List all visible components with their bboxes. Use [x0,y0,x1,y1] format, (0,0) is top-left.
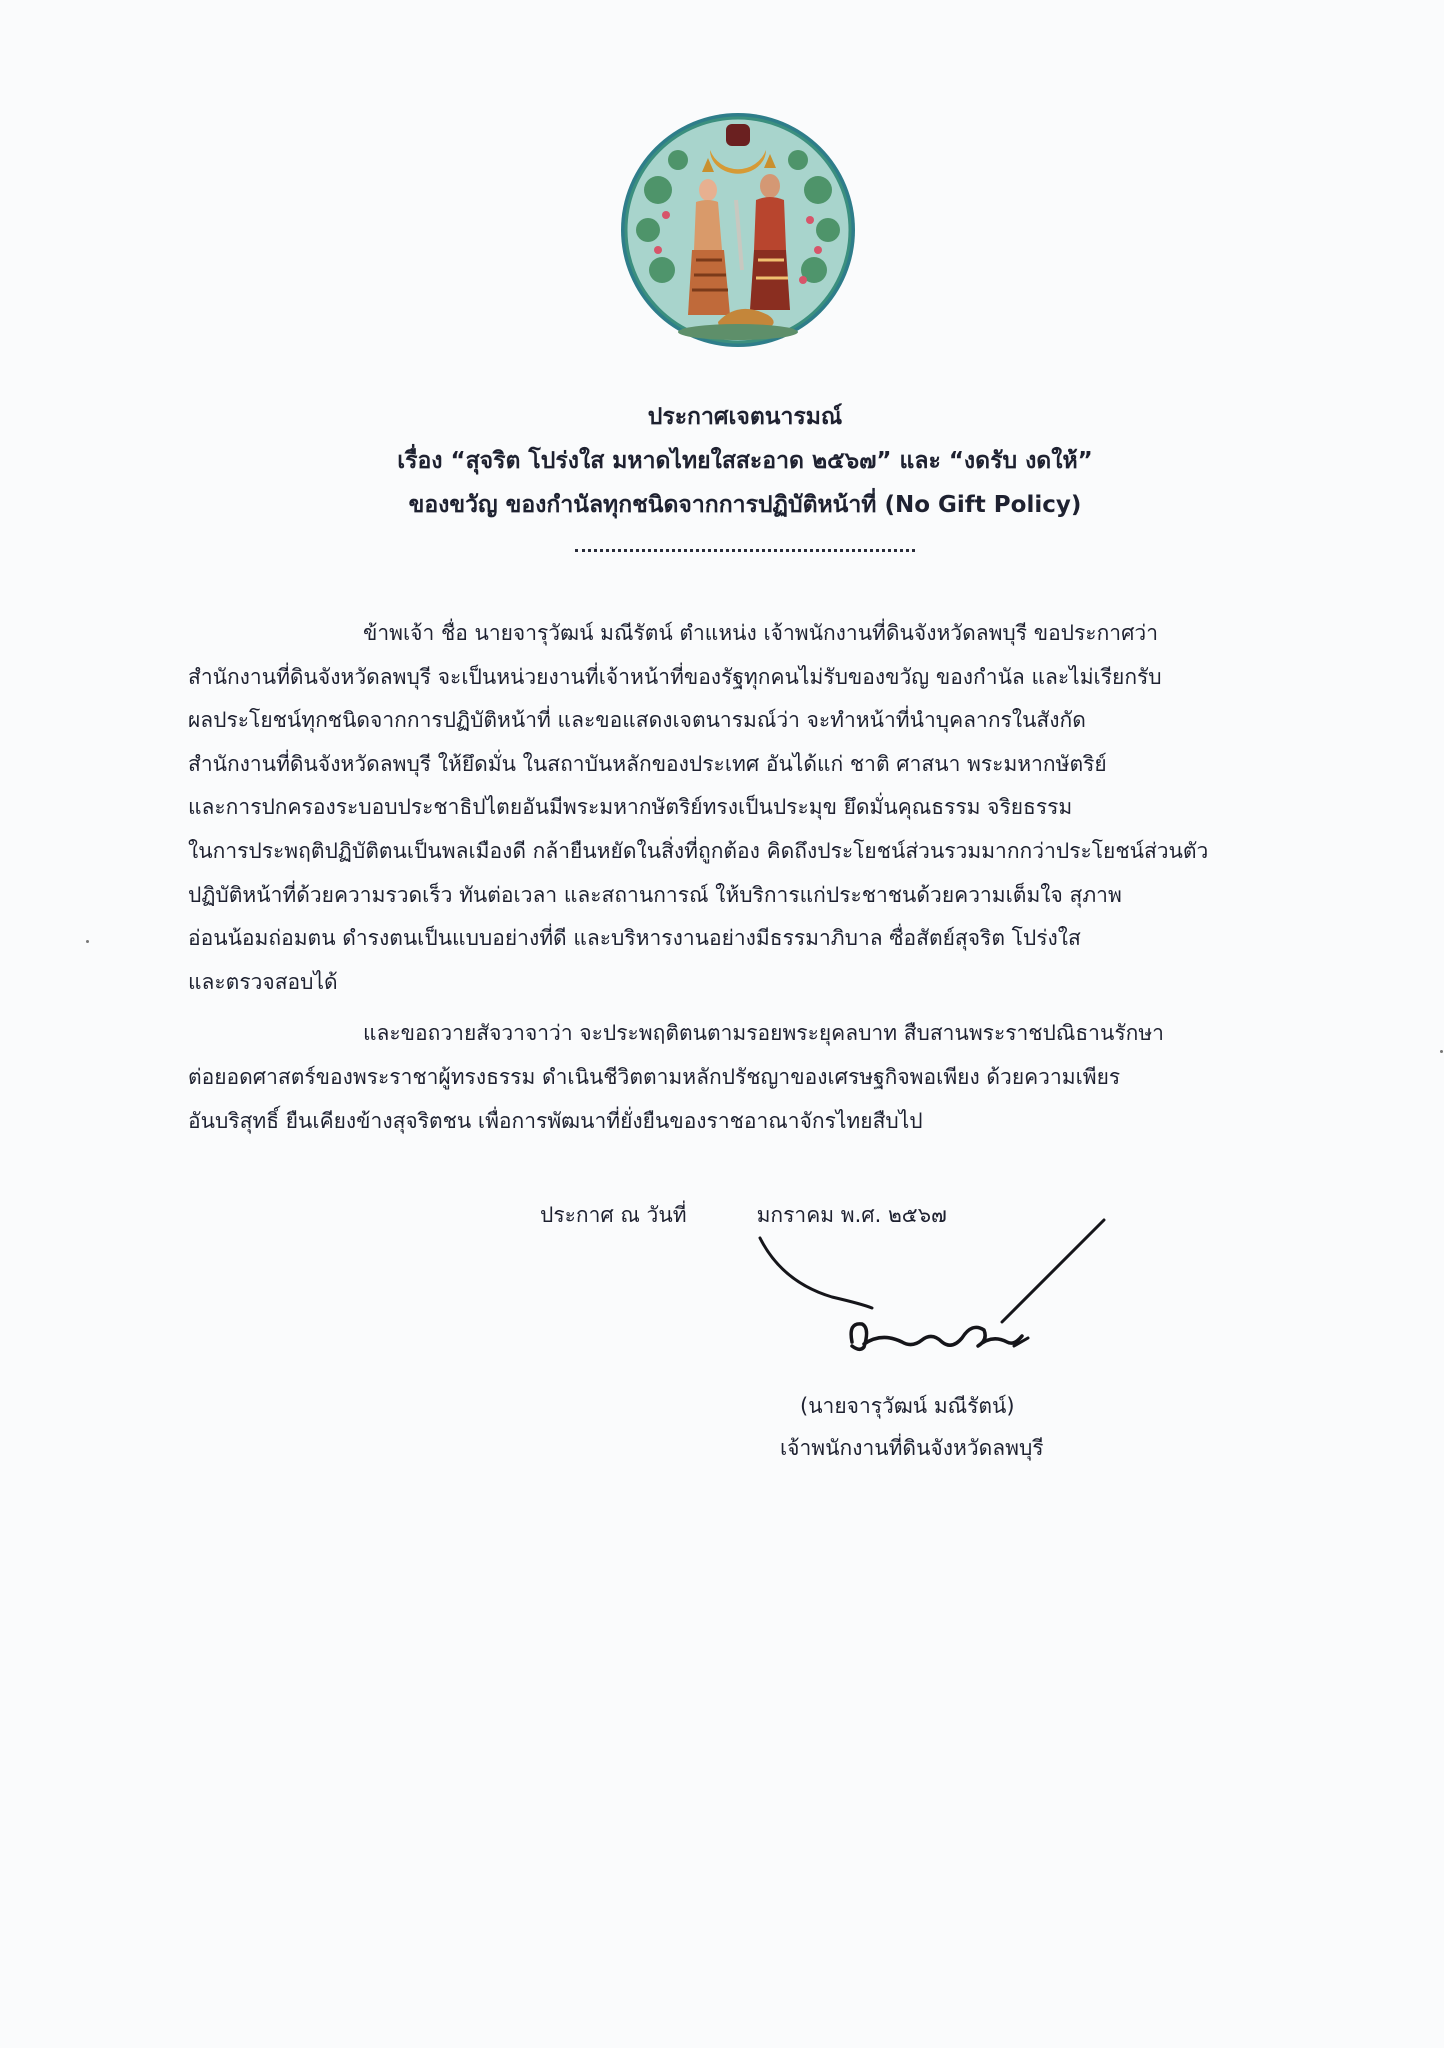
scan-speck [1440,1050,1443,1053]
text-line: ข้าพเจ้า ชื่อ นายจารุวัฒน์ มณีรัตน์ ตำแหน่ง เจ้าพนักงานที่ดินจังหวัดลพบุรี ขอประกาศว่า [363,621,1158,645]
announcement-body [188,612,1313,1151]
text-line: ในการประพฤติปฏิบัติตนเป็นพลเมืองดี กล้ายืนหยัดในสิ่งที่ถูกต้อง คิดถึงประโยชน์ส่วนรวมมากกว่าประโยชน์ส่วนตัว [188,838,1209,863]
text-line: และการปกครองระบอบประชาธิปไตยอันมีพระมหากษัตริย์ทรงเป็นประมุข ยึดมั่นคุณธรรม จริยธรรม [188,795,1073,820]
paragraph-1 [188,612,1313,1004]
announcement-header [180,395,1310,527]
dotted-divider [575,549,915,552]
subject-line-2: ของขวัญ ของกำนัลทุกชนิดจากการปฏิบัติหน้าที่ (No Gift Policy) [408,492,1082,518]
date-month-year: มกราคม พ.ศ. ๒๕๖๗ [756,1203,947,1227]
provincial-seal-icon [618,110,858,350]
subject-line: เรื่อง “สุจริต โปร่งใส มหาดไทยใสสะอาด ๒๕๖๗” และ “งดรับ งดให้” [397,448,1093,474]
page-title: ประกาศเจตนารมณ์ [647,404,843,430]
text-line: และตรวจสอบได้ [188,969,338,994]
text-line: ผลประโยชน์ทุกชนิดจากการปฏิบัติหน้าที่ และขอแสดงเจตนารมณ์ว่า จะทำหน้าที่นำบุคลากรในสังกัด [188,708,1086,733]
paragraph-2 [188,1012,1313,1143]
text-line: อ่อนน้อมถ่อมตน ดำรงตนเป็นแบบอย่างที่ดี และบริหารงานอย่างมีธรรมาภิบาล ซื่อสัตย์สุจริต โปร่งใส [188,926,1081,951]
date-prefix: ประกาศ ณ วันที่ [540,1203,687,1227]
text-line: สำนักงานที่ดินจังหวัดลพบุรี จะเป็นหน่วยงานที่เจ้าหน้าที่ของรัฐทุกคนไม่รับของขวัญ ของกำนัล และไม่เรียกรับ [188,664,1162,689]
scan-speck [86,940,89,943]
signer-name: (นายจารุวัฒน์ มณีรัตน์) [800,1394,1015,1418]
text-line: ปฏิบัติหน้าที่ด้วยความรวดเร็ว ทันต่อเวลา และสถานการณ์ ให้บริการแก่ประชาชนด้วยความเต็มใจ สุภาพ [188,882,1122,907]
text-line: อันบริสุทธิ์ ยืนเคียงข้างสุจริตชน เพื่อการพัฒนาที่ยั่งยืนของราชอาณาจักรไทยสืบไป [188,1108,923,1133]
text-line: และขอถวายสัจวาจาว่า จะประพฤติตนตามรอยพระยุคลบาท สืบสานพระราชปณิธานรักษา [363,1021,1164,1046]
handwritten-signature [752,1212,1112,1382]
text-line: ต่อยอดศาสตร์ของพระราชาผู้ทรงธรรม ดำเนินชีวิตตามหลักปรัชญาของเศรษฐกิจพอเพียง ด้วยความเพียร [188,1064,1121,1089]
signer-title: เจ้าพนักงานที่ดินจังหวัดลพบุรี [780,1436,1044,1460]
text-line: สำนักงานที่ดินจังหวัดลพบุรี ให้ยึดมั่น ในสถาบันหลักของประเทศ อันได้แก่ ชาติ ศาสนา พระมหากษัตริย์ [188,751,1107,776]
